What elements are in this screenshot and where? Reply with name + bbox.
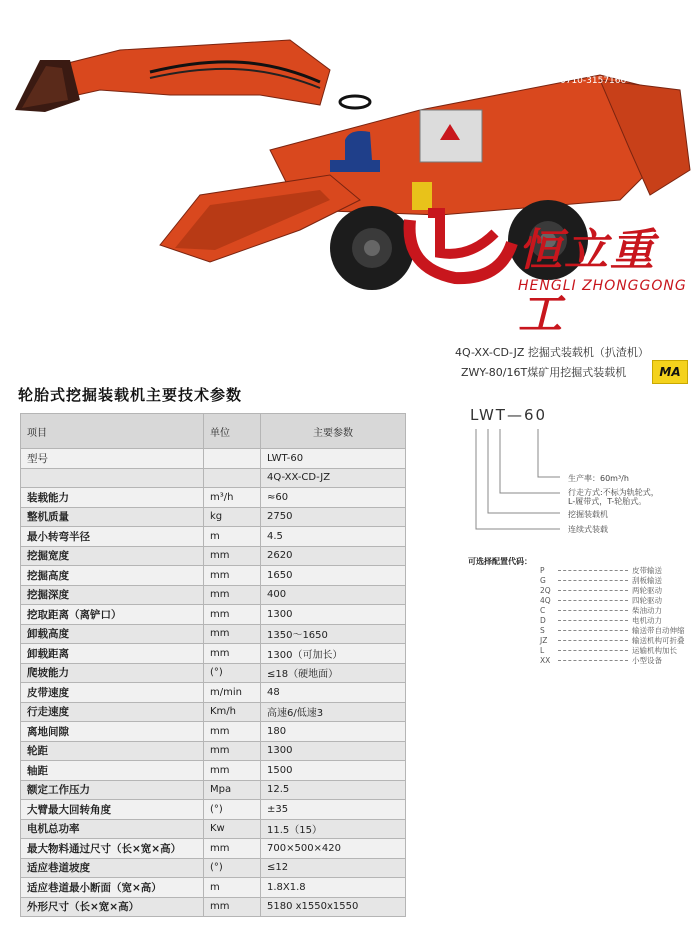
model-code-diagram <box>470 425 560 535</box>
row-item: 挖取距离（离铲口） <box>21 605 204 625</box>
row-item: 行走速度 <box>21 702 204 722</box>
option-code: S <box>540 626 545 635</box>
row-value: ≤18（硬地面） <box>261 663 406 683</box>
spec-table <box>20 413 406 917</box>
ma-badge: MA <box>652 360 688 384</box>
table-row <box>21 644 406 664</box>
row-item: 整机质量 <box>21 507 204 527</box>
brand-name-en: HENGLI ZHONGGONG <box>518 278 687 294</box>
option-dash <box>558 640 628 641</box>
brand-logo <box>400 208 700 340</box>
row-value: ±35 <box>261 800 406 820</box>
brand-name-cn: 恒立重工 <box>518 225 656 340</box>
machine-plate-text: 0710-3157166 <box>560 76 627 86</box>
row-unit <box>204 468 261 488</box>
table-row <box>21 683 406 703</box>
row-item: 外形尺寸（长×宽×高） <box>21 897 204 917</box>
table-row <box>21 585 406 605</box>
row-item: 最大物料通过尺寸（长×宽×高） <box>21 839 204 859</box>
table-row <box>21 663 406 683</box>
row-item: 离地间隙 <box>21 722 204 742</box>
table-row <box>21 566 406 586</box>
option-dash <box>558 600 628 601</box>
row-unit: mm <box>204 897 261 917</box>
table-row <box>21 761 406 781</box>
option-dash <box>558 630 628 631</box>
table-row <box>21 839 406 859</box>
row-item: 电机总功率 <box>21 819 204 839</box>
table-row <box>21 780 406 800</box>
option-desc: 电机动力 <box>632 616 662 625</box>
row-unit: mm <box>204 605 261 625</box>
option-item <box>540 655 662 666</box>
row-value: 4Q-XX-CD-JZ <box>261 468 406 488</box>
option-code: D <box>540 616 546 625</box>
option-code: G <box>540 576 546 585</box>
row-value: 700×500×420 <box>261 839 406 859</box>
table-row <box>21 507 406 527</box>
option-desc: 柴油动力 <box>632 606 662 615</box>
row-unit: m <box>204 527 261 547</box>
row-value: 2620 <box>261 546 406 566</box>
row-value: ≈60 <box>261 488 406 508</box>
row-item: 额定工作压力 <box>21 780 204 800</box>
model-line-2: ZWY-80/16T煤矿用挖掘式装载机 <box>461 366 627 379</box>
row-unit: mm <box>204 761 261 781</box>
option-desc: 四轮驱动 <box>632 596 662 605</box>
option-desc: 刮板输送 <box>632 576 662 585</box>
table-header-row <box>21 414 406 449</box>
header-item: 项目 <box>21 414 204 449</box>
row-value: 4.5 <box>261 527 406 547</box>
row-unit <box>204 449 261 469</box>
row-value: 1650 <box>261 566 406 586</box>
row-unit: m <box>204 878 261 898</box>
row-unit: mm <box>204 722 261 742</box>
row-item: 型号 <box>21 449 204 469</box>
header-unit: 单位 <box>204 414 261 449</box>
row-value: 180 <box>261 722 406 742</box>
row-item: 卸载高度 <box>21 624 204 644</box>
row-unit: mm <box>204 839 261 859</box>
option-code: JZ <box>540 636 548 645</box>
row-item: 适应巷道坡度 <box>21 858 204 878</box>
table-row <box>21 449 406 469</box>
table-row <box>21 741 406 761</box>
note-excavator: 挖掘装载机 <box>568 510 608 519</box>
option-code: 4Q <box>540 596 551 605</box>
table-row <box>21 605 406 625</box>
option-code: P <box>540 566 545 575</box>
row-value: 48 <box>261 683 406 703</box>
row-value: 1300（可加长） <box>261 644 406 664</box>
row-value: 1500 <box>261 761 406 781</box>
option-code: C <box>540 606 546 615</box>
table-row <box>21 546 406 566</box>
option-code: L <box>540 646 545 655</box>
header-params: 主要参数 <box>261 414 406 449</box>
row-unit: mm <box>204 624 261 644</box>
option-desc: 运输机构加长 <box>632 646 677 655</box>
row-item: 卸载距离 <box>21 644 204 664</box>
row-item: 轮距 <box>21 741 204 761</box>
row-item: 装载能力 <box>21 488 204 508</box>
option-dash <box>558 660 628 661</box>
row-item: 最小转弯半径 <box>21 527 204 547</box>
table-row <box>21 722 406 742</box>
row-unit: mm <box>204 741 261 761</box>
table-row <box>21 488 406 508</box>
row-value: 11.5（15） <box>261 819 406 839</box>
option-desc: 小型设备 <box>632 656 662 665</box>
row-item: 挖掘深度 <box>21 585 204 605</box>
row-unit: mm <box>204 585 261 605</box>
row-item: 适应巷道最小断面（宽×高） <box>21 878 204 898</box>
option-desc: 输送带自动伸缩 <box>632 626 685 635</box>
note-continuous: 连续式装载 <box>568 525 608 534</box>
option-desc: 皮带输送 <box>632 566 662 575</box>
row-unit: Kw <box>204 819 261 839</box>
row-unit: mm <box>204 546 261 566</box>
table-row <box>21 527 406 547</box>
row-unit: (°) <box>204 800 261 820</box>
row-value: 1.8X1.8 <box>261 878 406 898</box>
option-code: 2Q <box>540 586 551 595</box>
option-desc: 两轮驱动 <box>632 586 662 595</box>
option-dash <box>558 590 628 591</box>
row-unit: Km/h <box>204 702 261 722</box>
table-row <box>21 858 406 878</box>
row-item: 大臂最大回转角度 <box>21 800 204 820</box>
row-unit: kg <box>204 507 261 527</box>
option-code: XX <box>540 656 551 665</box>
row-unit: m³/h <box>204 488 261 508</box>
row-item: 轴距 <box>21 761 204 781</box>
option-dash <box>558 650 628 651</box>
row-item: 皮带速度 <box>21 683 204 703</box>
brand-emblem-icon <box>400 208 520 288</box>
row-item <box>21 468 204 488</box>
option-dash <box>558 580 628 581</box>
model-line-1: 4Q-XX-CD-JZ 挖掘式装载机（扒渣机） <box>455 346 649 359</box>
row-unit: m/min <box>204 683 261 703</box>
model-code: LWT—60 <box>470 406 548 424</box>
option-dash <box>558 570 628 571</box>
option-dash <box>558 610 628 611</box>
table-row <box>21 800 406 820</box>
row-item: 挖掘高度 <box>21 566 204 586</box>
table-row <box>21 819 406 839</box>
row-item: 爬坡能力 <box>21 663 204 683</box>
table-row <box>21 878 406 898</box>
section-title: 轮胎式挖掘装载机主要技术参数 <box>18 386 243 404</box>
table-row <box>21 897 406 917</box>
note-walk-types: L-履带式，T-轮胎式。 <box>568 497 647 506</box>
note-productivity: 生产率：60m³/h <box>568 474 629 483</box>
row-value: LWT-60 <box>261 449 406 469</box>
row-unit: mm <box>204 566 261 586</box>
options-title: 可选择配置代码： <box>468 557 532 566</box>
row-value: 2750 <box>261 507 406 527</box>
row-unit: Mpa <box>204 780 261 800</box>
option-dash <box>558 620 628 621</box>
table-row <box>21 624 406 644</box>
row-unit: (°) <box>204 858 261 878</box>
note-walk-mode: 行走方式:不标为轨轮式， <box>568 488 659 497</box>
row-value: ≤12 <box>261 858 406 878</box>
row-unit: mm <box>204 644 261 664</box>
row-unit: (°) <box>204 663 261 683</box>
row-value: 高速6/低速3 <box>261 702 406 722</box>
row-value: 1300 <box>261 605 406 625</box>
option-desc: 输送机构可折叠 <box>632 636 685 645</box>
row-value: 1300 <box>261 741 406 761</box>
row-value: 12.5 <box>261 780 406 800</box>
row-item: 挖掘宽度 <box>21 546 204 566</box>
table-row <box>21 702 406 722</box>
row-value: 1350～1650 <box>261 624 406 644</box>
row-value: 5180 x1550x1550 <box>261 897 406 917</box>
row-value: 400 <box>261 585 406 605</box>
table-row <box>21 468 406 488</box>
